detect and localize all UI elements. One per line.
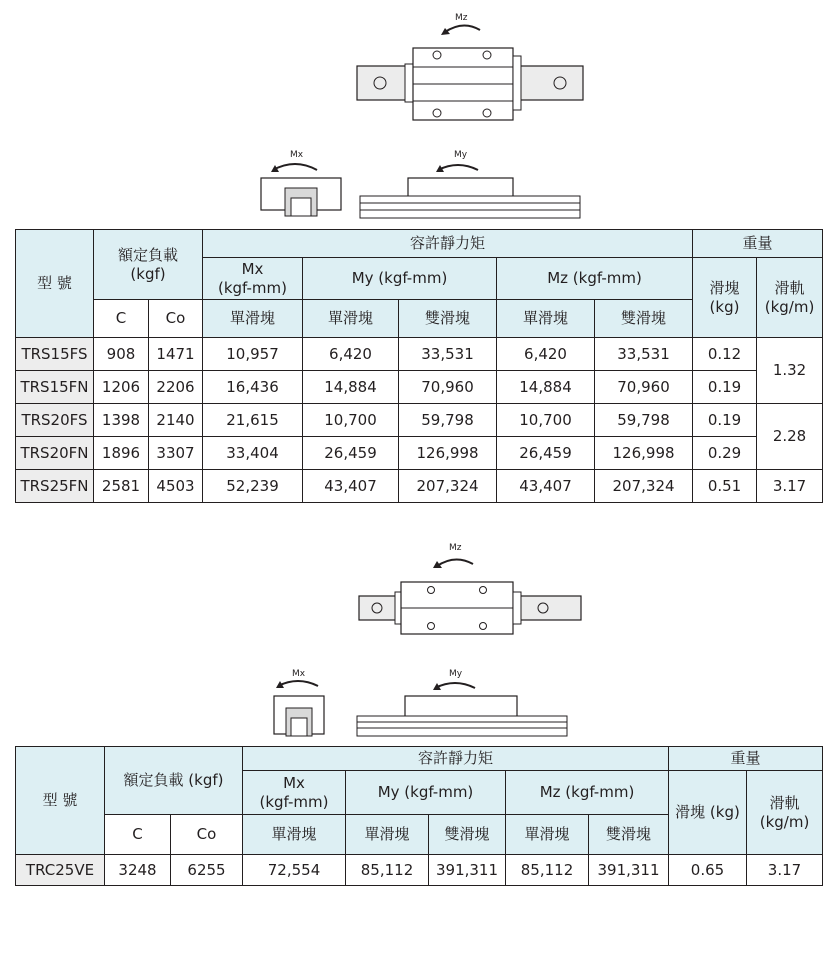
mx-cell: 10,957 [203,338,303,371]
header-mz-double: 雙滑塊 [595,300,693,338]
rail-weight-cell: 3.17 [757,470,823,503]
my-double-cell: 126,998 [399,437,497,470]
co-cell: 3307 [149,437,203,470]
side-view-diagram-2 [355,668,570,740]
my-label-2: My [449,669,463,679]
mz-double-cell: 391,311 [589,855,669,886]
header-static-moment: 容許靜力矩 [243,747,669,771]
header-model: 型 號 [16,747,105,855]
header-weight: 重量 [669,747,823,771]
header-rail-weight: 滑軌 (kg/m) [747,771,823,855]
mz-double-cell: 33,531 [595,338,693,371]
block-weight-cell: 0.29 [693,437,757,470]
header-my-single: 單滑塊 [346,815,429,855]
header-block-weight: 滑塊 (kg) [693,258,757,338]
mz-single-cell: 14,884 [497,371,595,404]
my-single-cell: 14,884 [303,371,399,404]
co-cell: 2140 [149,404,203,437]
mx-cell: 33,404 [203,437,303,470]
my-double-cell: 33,531 [399,338,497,371]
my-single-cell: 10,700 [303,404,399,437]
end-view-diagram-2 [268,668,333,740]
block-weight-cell: 0.19 [693,404,757,437]
mx-cell: 52,239 [203,470,303,503]
end-view-diagram-1 [255,148,350,223]
mz-single-cell: 6,420 [497,338,595,371]
my-label-1: My [454,150,468,160]
mz-single-cell: 85,112 [506,855,589,886]
mx-label-1: Mx [290,150,304,160]
header-rated-load: 額定負載 (kgf) [105,747,243,815]
mz-single-cell: 10,700 [497,404,595,437]
header-my: My (kgf-mm) [346,771,506,815]
header-my-single: 單滑塊 [303,300,399,338]
header-mz-single: 單滑塊 [497,300,595,338]
model-cell: TRS15FS [16,338,94,371]
header-rail-weight: 滑軌 (kg/m) [757,258,823,338]
top-view-diagram-1 [355,8,585,128]
header-model: 型 號 [16,230,94,338]
my-double-cell: 59,798 [399,404,497,437]
my-single-cell: 26,459 [303,437,399,470]
table-row [16,371,823,404]
mx-cell: 16,436 [203,371,303,404]
header-my-double: 雙滑塊 [399,300,497,338]
table-row [16,437,823,470]
header-co: Co [149,300,203,338]
header-mx: Mx (kgf-mm) [203,258,303,300]
rail-weight-cell: 2.28 [757,404,823,470]
header-c: C [94,300,149,338]
model-cell: TRS20FN [16,437,94,470]
table-row [16,855,823,886]
rail-weight-cell: 3.17 [747,855,823,886]
mx-label-2: Mx [292,669,306,679]
block-weight-cell: 0.51 [693,470,757,503]
header-block-weight: 滑塊 (kg) [669,771,747,855]
header-mz-single: 單滑塊 [506,815,589,855]
block-weight-cell: 0.12 [693,338,757,371]
spec-table-trc [15,746,823,886]
c-cell: 1896 [94,437,149,470]
header-mx-single: 單滑塊 [243,815,346,855]
model-cell: TRC25VE [16,855,105,886]
c-cell: 1398 [94,404,149,437]
co-cell: 4503 [149,470,203,503]
header-co: Co [171,815,243,855]
mz-double-cell: 126,998 [595,437,693,470]
c-cell: 2581 [94,470,149,503]
header-mz: Mz (kgf-mm) [497,258,693,300]
my-single-cell: 85,112 [346,855,429,886]
my-double-cell: 391,311 [429,855,506,886]
model-cell: TRS20FS [16,404,94,437]
c-cell: 3248 [105,855,171,886]
mz-double-cell: 70,960 [595,371,693,404]
co-cell: 2206 [149,371,203,404]
rail-weight-cell: 1.32 [757,338,823,404]
header-mz-double: 雙滑塊 [589,815,669,855]
header-my-double: 雙滑塊 [429,815,506,855]
model-cell: TRS25FN [16,470,94,503]
header-mz: Mz (kgf-mm) [506,771,669,815]
my-single-cell: 6,420 [303,338,399,371]
block-weight-cell: 0.65 [669,855,747,886]
my-double-cell: 70,960 [399,371,497,404]
header-my: My (kgf-mm) [303,258,497,300]
my-double-cell: 207,324 [399,470,497,503]
table-row [16,338,823,371]
top-view-diagram-2 [355,540,585,645]
mx-cell: 21,615 [203,404,303,437]
block-weight-cell: 0.19 [693,371,757,404]
header-mx-single: 單滑塊 [203,300,303,338]
mx-cell: 72,554 [243,855,346,886]
mz-single-cell: 43,407 [497,470,595,503]
header-c: C [105,815,171,855]
mz-double-cell: 59,798 [595,404,693,437]
header-weight: 重量 [693,230,823,258]
co-cell: 6255 [171,855,243,886]
mz-double-cell: 207,324 [595,470,693,503]
co-cell: 1471 [149,338,203,371]
spec-table-trs [15,229,823,503]
mz-single-cell: 26,459 [497,437,595,470]
mz-label-2: Mz [449,543,462,553]
table-row [16,404,823,437]
c-cell: 1206 [94,371,149,404]
model-cell: TRS15FN [16,371,94,404]
table-row [16,470,823,503]
mz-label: Mz [455,13,468,23]
c-cell: 908 [94,338,149,371]
header-mx: Mx (kgf-mm) [243,771,346,815]
side-view-diagram-1 [358,148,583,223]
header-static-moment: 容許靜力矩 [203,230,693,258]
my-single-cell: 43,407 [303,470,399,503]
header-rated-load: 額定負載 (kgf) [94,230,203,300]
